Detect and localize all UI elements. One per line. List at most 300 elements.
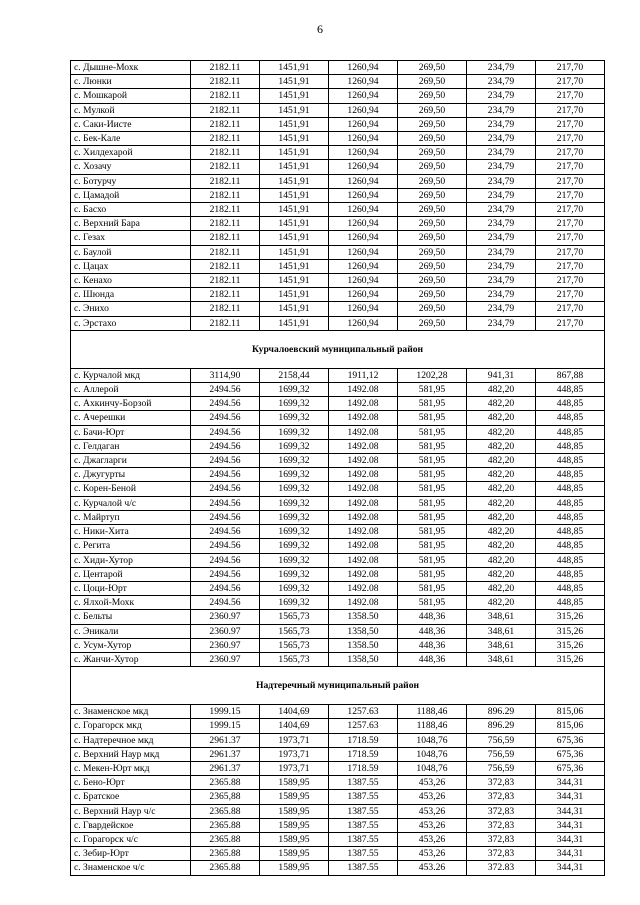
tariff-value-cell: 217,70 (536, 146, 605, 160)
table-row (71, 468, 605, 482)
tariff-value-cell: 1699,32 (260, 496, 329, 510)
tariff-value-cell: 372,83 (467, 832, 536, 846)
tariff-value-cell: 2182.11 (191, 274, 260, 288)
settlement-name-cell: с. Майртуп (71, 510, 191, 524)
tariff-value-cell: 269,50 (398, 103, 467, 117)
tariff-value-cell: 234,79 (467, 288, 536, 302)
tariff-value-cell: 1260,94 (329, 231, 398, 245)
settlement-name-cell: с. Бачи-Юрт (71, 425, 191, 439)
tariff-value-cell: 2182.11 (191, 188, 260, 202)
tariff-value-cell: 234,79 (467, 146, 536, 160)
tariff-value-cell: 815,06 (536, 719, 605, 733)
tariff-value-cell: 1260,94 (329, 316, 398, 330)
table-row (71, 747, 605, 761)
tariff-value-cell: 1451,91 (260, 217, 329, 231)
tariff-value-cell: 675,36 (536, 761, 605, 775)
settlement-name-cell: с. Курчалой мкд (71, 368, 191, 382)
tariff-value-cell: 1260,94 (329, 174, 398, 188)
tariff-value-cell: 448,85 (536, 553, 605, 567)
tariff-value-cell: 1260,94 (329, 203, 398, 217)
settlement-name-cell: с. Шюнда (71, 288, 191, 302)
table-row (71, 638, 605, 652)
tariff-value-cell: 2182.11 (191, 316, 260, 330)
tariff-value-cell: 217,70 (536, 274, 605, 288)
tariff-value-cell: 1387.55 (329, 832, 398, 846)
section-header-row (71, 667, 605, 705)
tariff-value-cell: 448,85 (536, 539, 605, 553)
table-row (71, 316, 605, 330)
tariff-value-cell: 2494.56 (191, 439, 260, 453)
tariff-value-cell: 217,70 (536, 288, 605, 302)
tariff-value-cell: 2182.11 (191, 302, 260, 316)
tariff-value-cell: 269,50 (398, 259, 467, 273)
tariff-value-cell: 269,50 (398, 188, 467, 202)
tariff-value-cell: 2961.37 (191, 733, 260, 747)
tariff-value-cell: 1492.08 (329, 454, 398, 468)
tariff-value-cell: 2182.11 (191, 117, 260, 131)
tariff-value-cell: 448,85 (536, 496, 605, 510)
tariff-value-cell: 448,85 (536, 454, 605, 468)
tariff-value-cell: 3114,90 (191, 368, 260, 382)
settlement-name-cell: с. Гвардейское (71, 818, 191, 832)
table-row (71, 302, 605, 316)
settlement-name-cell: с. Цамадой (71, 188, 191, 202)
tariff-value-cell: 372,83 (467, 847, 536, 861)
settlement-name-cell: с. Саки-Иисте (71, 117, 191, 131)
tariff-value-cell: 2182.11 (191, 259, 260, 273)
tariff-value-cell: 448,85 (536, 525, 605, 539)
tariff-value-cell: 344,31 (536, 790, 605, 804)
table-row (71, 581, 605, 595)
tariff-value-cell: 482,20 (467, 397, 536, 411)
tariff-value-cell: 1699,32 (260, 439, 329, 453)
tariff-value-cell: 1492.08 (329, 411, 398, 425)
tariff-value-cell: 348,61 (467, 624, 536, 638)
tariff-value-cell: 1492.08 (329, 567, 398, 581)
tariff-value-cell: 1565,73 (260, 652, 329, 666)
tariff-value-cell: 1451,91 (260, 146, 329, 160)
tariff-value-cell: 1699,32 (260, 454, 329, 468)
tariff-value-cell: 1260,94 (329, 274, 398, 288)
tariff-value-cell: 2182.11 (191, 231, 260, 245)
settlement-name-cell: с. Гезах (71, 231, 191, 245)
tariff-value-cell: 217,70 (536, 132, 605, 146)
table-row (71, 832, 605, 846)
settlement-name-cell: с. Знаменское мкд (71, 705, 191, 719)
settlement-name-cell: с. Горагорск мкд (71, 719, 191, 733)
tariff-value-cell: 448,85 (536, 411, 605, 425)
tariff-value-cell: 1451,91 (260, 174, 329, 188)
tariff-value-cell: 1999.15 (191, 705, 260, 719)
table-row (71, 397, 605, 411)
tariff-value-cell: 581,95 (398, 496, 467, 510)
tariff-value-cell: 448,36 (398, 638, 467, 652)
settlement-name-cell: с. Бек-Кале (71, 132, 191, 146)
tariff-value-cell: 217,70 (536, 302, 605, 316)
tariff-value-cell: 1699,32 (260, 425, 329, 439)
settlement-name-cell: с. Энихо (71, 302, 191, 316)
tariff-value-cell: 234,79 (467, 259, 536, 273)
tariff-value-cell: 269,50 (398, 302, 467, 316)
settlement-name-cell: с. Баулой (71, 245, 191, 259)
table-row (71, 425, 605, 439)
tariff-value-cell: 234,79 (467, 117, 536, 131)
tariff-value-cell: 1048,76 (398, 733, 467, 747)
settlement-name-cell: с. Ники-Хита (71, 525, 191, 539)
tariff-value-cell: 1260,94 (329, 245, 398, 259)
table-row (71, 596, 605, 610)
tariff-value-cell: 2494.56 (191, 510, 260, 524)
tariff-value-cell: 1451,91 (260, 288, 329, 302)
tariff-value-cell: 1358,50 (329, 624, 398, 638)
tariff-value-cell: 482,20 (467, 425, 536, 439)
tariff-value-cell: 217,70 (536, 203, 605, 217)
tariff-value-cell: 482,20 (467, 482, 536, 496)
table-row (71, 188, 605, 202)
tariff-value-cell: 482,20 (467, 525, 536, 539)
tariff-value-cell: 1699,32 (260, 411, 329, 425)
tariff-value-cell: 2360.97 (191, 638, 260, 652)
tariff-value-cell: 234,79 (467, 188, 536, 202)
table-row (71, 510, 605, 524)
table-row (71, 217, 605, 231)
tariff-value-cell: 217,70 (536, 188, 605, 202)
tariff-value-cell: 482,20 (467, 454, 536, 468)
tariff-value-cell: 372,83 (467, 804, 536, 818)
tariff-value-cell: 1451,91 (260, 89, 329, 103)
settlement-name-cell: с. Мулкой (71, 103, 191, 117)
tariff-value-cell: 234,79 (467, 75, 536, 89)
tariff-value-cell: 2365.88 (191, 832, 260, 846)
tariff-value-cell: 448,85 (536, 425, 605, 439)
tariff-value-cell: 453.26 (398, 861, 467, 875)
tariff-value-cell: 482,20 (467, 496, 536, 510)
tariff-value-cell: 2182.11 (191, 146, 260, 160)
section-header-row (71, 330, 605, 368)
settlement-name-cell: с. Цацах (71, 259, 191, 273)
tariff-value-cell: 1451,91 (260, 160, 329, 174)
tariff-value-cell: 348,61 (467, 610, 536, 624)
table-row (71, 847, 605, 861)
tariff-value-cell: 581,95 (398, 525, 467, 539)
table-row (71, 705, 605, 719)
tariff-value-cell: 269,50 (398, 160, 467, 174)
table-row (71, 245, 605, 259)
tariff-value-cell: 269,50 (398, 146, 467, 160)
tariff-value-cell: 344,31 (536, 818, 605, 832)
tariff-value-cell: 2365.88 (191, 861, 260, 875)
tariff-value-cell: 482,20 (467, 439, 536, 453)
tariff-value-cell: 1589,95 (260, 790, 329, 804)
tariff-value-cell: 269,50 (398, 217, 467, 231)
table-row (71, 132, 605, 146)
tariff-value-cell: 1718.59 (329, 733, 398, 747)
settlement-name-cell: с. Корен-Беной (71, 482, 191, 496)
tariff-value-cell: 217,70 (536, 174, 605, 188)
tariff-value-cell: 1699,32 (260, 596, 329, 610)
tariff-value-cell: 448,85 (536, 567, 605, 581)
tariff-value-cell: 1451,91 (260, 75, 329, 89)
tariff-value-cell: 1260,94 (329, 103, 398, 117)
tariff-value-cell: 1451,91 (260, 188, 329, 202)
tariff-value-cell: 344,31 (536, 804, 605, 818)
tariff-value-cell: 1699,32 (260, 567, 329, 581)
tariff-value-cell: 2494.56 (191, 454, 260, 468)
tariff-value-cell: 1260,94 (329, 132, 398, 146)
tariff-value-cell: 1699,32 (260, 553, 329, 567)
tariff-value-cell: 372,83 (467, 790, 536, 804)
tariff-value-cell: 581,95 (398, 439, 467, 453)
table-row (71, 439, 605, 453)
tariff-value-cell: 448,85 (536, 581, 605, 595)
settlement-name-cell: с. Надтеречное мкд (71, 733, 191, 747)
table-row (71, 790, 605, 804)
tariff-value-cell: 675,36 (536, 733, 605, 747)
tariff-value-cell: 1451,91 (260, 132, 329, 146)
tariff-value-cell: 581,95 (398, 596, 467, 610)
settlement-name-cell: с. Ботурчу (71, 174, 191, 188)
tariff-value-cell: 2182.11 (191, 132, 260, 146)
tariff-value-cell: 453,26 (398, 776, 467, 790)
settlement-name-cell: с. Джагларги (71, 454, 191, 468)
tariff-value-cell: 348,61 (467, 638, 536, 652)
settlement-name-cell: с. Курчалой ч/с (71, 496, 191, 510)
table-row (71, 146, 605, 160)
tariff-value-cell: 756,59 (467, 747, 536, 761)
tariff-value-cell: 1451,91 (260, 302, 329, 316)
tariff-value-cell: 2182.11 (191, 245, 260, 259)
tariff-value-cell: 234,79 (467, 160, 536, 174)
tariff-value-cell: 372,83 (467, 818, 536, 832)
tariff-value-cell: 482,20 (467, 411, 536, 425)
tariff-value-cell: 1589,95 (260, 818, 329, 832)
table-row (71, 231, 605, 245)
tariff-value-cell: 344,31 (536, 832, 605, 846)
tariff-value-cell: 217,70 (536, 217, 605, 231)
tariff-value-cell: 1387.55 (329, 818, 398, 832)
tariff-value-cell: 2182.11 (191, 61, 260, 75)
tariff-value-cell: 1718.59 (329, 747, 398, 761)
settlement-name-cell: с. Зебир-Юрт (71, 847, 191, 861)
tariff-value-cell: 1257.63 (329, 705, 398, 719)
tariff-value-cell: 2360.97 (191, 652, 260, 666)
tariff-value-cell: 217,70 (536, 89, 605, 103)
tariff-value-cell: 234,79 (467, 316, 536, 330)
settlement-name-cell: с. Центарой (71, 567, 191, 581)
tariff-value-cell: 581,95 (398, 539, 467, 553)
tariff-value-cell: 1699,32 (260, 468, 329, 482)
table-row (71, 719, 605, 733)
tariff-value-cell: 269,50 (398, 117, 467, 131)
tariff-value-cell: 1492.08 (329, 581, 398, 595)
tariff-value-cell: 448,85 (536, 596, 605, 610)
tariff-value-cell: 1699,32 (260, 482, 329, 496)
tariff-value-cell: 482,20 (467, 539, 536, 553)
tariff-value-cell: 2494.56 (191, 525, 260, 539)
tariff-value-cell: 482,20 (467, 510, 536, 524)
tariff-value-cell: 581,95 (398, 454, 467, 468)
tariff-value-cell: 1451,91 (260, 103, 329, 117)
tariff-value-cell: 2182.11 (191, 217, 260, 231)
tariff-value-cell: 269,50 (398, 174, 467, 188)
tariff-value-cell: 941,31 (467, 368, 536, 382)
tariff-value-cell: 2494.56 (191, 581, 260, 595)
table-row (71, 61, 605, 75)
tariff-value-cell: 1451,91 (260, 231, 329, 245)
tariff-value-cell: 756,59 (467, 733, 536, 747)
tariff-value-cell: 1387.55 (329, 790, 398, 804)
tariff-value-cell: 453,26 (398, 818, 467, 832)
table-row (71, 553, 605, 567)
tariff-table-body (71, 61, 605, 876)
table-row (71, 761, 605, 775)
tariff-value-cell: 269,50 (398, 61, 467, 75)
settlement-name-cell: с. Верхний Наур ч/с (71, 804, 191, 818)
tariff-value-cell: 348,61 (467, 652, 536, 666)
tariff-value-cell: 1260,94 (329, 160, 398, 174)
settlement-name-cell: с. Ачерешки (71, 411, 191, 425)
tariff-value-cell: 2365.88 (191, 804, 260, 818)
table-row (71, 411, 605, 425)
tariff-value-cell: 234,79 (467, 103, 536, 117)
settlement-name-cell: с. Верхний Бара (71, 217, 191, 231)
tariff-value-cell: 448,85 (536, 482, 605, 496)
settlement-name-cell: с. Мошкарой (71, 89, 191, 103)
tariff-value-cell: 269,50 (398, 203, 467, 217)
tariff-value-cell: 1492.08 (329, 553, 398, 567)
tariff-value-cell: 269,50 (398, 75, 467, 89)
tariff-value-cell: 1492.08 (329, 539, 398, 553)
tariff-value-cell: 1973,71 (260, 747, 329, 761)
tariff-value-cell: 482,20 (467, 468, 536, 482)
table-row (71, 567, 605, 581)
tariff-value-cell: 581,95 (398, 397, 467, 411)
tariff-value-cell: 234,79 (467, 302, 536, 316)
tariff-value-cell: 217,70 (536, 245, 605, 259)
table-row (71, 117, 605, 131)
tariff-value-cell: 1260,94 (329, 288, 398, 302)
table-row (71, 482, 605, 496)
table-row (71, 103, 605, 117)
tariff-value-cell: 1492.08 (329, 397, 398, 411)
tariff-value-cell: 1589,95 (260, 832, 329, 846)
tariff-value-cell: 372,83 (467, 776, 536, 790)
table-row (71, 368, 605, 382)
tariff-value-cell: 675,36 (536, 747, 605, 761)
tariff-value-cell: 2494.56 (191, 553, 260, 567)
tariff-value-cell: 1451,91 (260, 117, 329, 131)
tariff-value-cell: 1260,94 (329, 61, 398, 75)
tariff-value-cell: 1260,94 (329, 217, 398, 231)
section-title: Надтеречный муниципальный район (71, 667, 605, 705)
tariff-value-cell: 1387.55 (329, 861, 398, 875)
settlement-name-cell: с. Мекен-Юрт мкд (71, 761, 191, 775)
tariff-value-cell: 1260,94 (329, 75, 398, 89)
tariff-value-cell: 2182.11 (191, 174, 260, 188)
tariff-value-cell: 269,50 (398, 288, 467, 302)
table-row (71, 861, 605, 875)
tariff-value-cell: 448,36 (398, 610, 467, 624)
tariff-value-cell: 448,36 (398, 624, 467, 638)
tariff-value-cell: 1492.08 (329, 482, 398, 496)
tariff-value-cell: 344,31 (536, 776, 605, 790)
settlement-name-cell: с. Люнки (71, 75, 191, 89)
tariff-value-cell: 1565,73 (260, 610, 329, 624)
tariff-value-cell: 453,26 (398, 804, 467, 818)
tariff-value-cell: 2360.97 (191, 610, 260, 624)
tariff-value-cell: 234,79 (467, 132, 536, 146)
tariff-value-cell: 581,95 (398, 510, 467, 524)
tariff-value-cell: 2494.56 (191, 496, 260, 510)
table-row (71, 624, 605, 638)
tariff-value-cell: 2365.88 (191, 776, 260, 790)
tariff-value-cell: 1589,95 (260, 861, 329, 875)
tariff-value-cell: 1589,95 (260, 776, 329, 790)
settlement-name-cell: с. Хозачу (71, 160, 191, 174)
tariff-value-cell: 1999.15 (191, 719, 260, 733)
tariff-value-cell: 2365.88 (191, 847, 260, 861)
table-row (71, 160, 605, 174)
tariff-value-cell: 2961.37 (191, 761, 260, 775)
tariff-value-cell: 372.83 (467, 861, 536, 875)
tariff-value-cell: 217,70 (536, 75, 605, 89)
tariff-value-cell: 2494.56 (191, 383, 260, 397)
tariff-value-cell: 482,20 (467, 567, 536, 581)
settlement-name-cell: с. Джугурты (71, 468, 191, 482)
tariff-value-cell: 1699,32 (260, 510, 329, 524)
tariff-value-cell: 234,79 (467, 203, 536, 217)
tariff-value-cell: 1718.59 (329, 761, 398, 775)
settlement-name-cell: с. Кенахо (71, 274, 191, 288)
tariff-value-cell: 1260,94 (329, 302, 398, 316)
tariff-value-cell: 482,20 (467, 553, 536, 567)
settlement-name-cell: с. Цоци-Юрт (71, 581, 191, 595)
tariff-value-cell: 1387.55 (329, 804, 398, 818)
tariff-value-cell: 344,31 (536, 847, 605, 861)
tariff-value-cell: 2365,88 (191, 790, 260, 804)
table-row (71, 75, 605, 89)
table-row (71, 174, 605, 188)
tariff-value-cell: 2494.56 (191, 596, 260, 610)
tariff-value-cell: 2182.11 (191, 160, 260, 174)
table-row (71, 274, 605, 288)
tariff-value-cell: 269,50 (398, 89, 467, 103)
tariff-value-cell: 1404,69 (260, 719, 329, 733)
tariff-value-cell: 1257.63 (329, 719, 398, 733)
tariff-value-cell: 269,50 (398, 132, 467, 146)
tariff-value-cell: 2494.56 (191, 482, 260, 496)
tariff-value-cell: 2360.97 (191, 624, 260, 638)
tariff-value-cell: 269,50 (398, 231, 467, 245)
tariff-value-cell: 217,70 (536, 103, 605, 117)
tariff-value-cell: 234,79 (467, 174, 536, 188)
tariff-value-cell: 1260,94 (329, 117, 398, 131)
table-row (71, 288, 605, 302)
tariff-value-cell: 581,95 (398, 581, 467, 595)
page-number: 6 (317, 22, 323, 36)
tariff-value-cell: 448,85 (536, 383, 605, 397)
tariff-value-cell: 896.29 (467, 719, 536, 733)
table-row (71, 776, 605, 790)
tariff-value-cell: 315,26 (536, 624, 605, 638)
table-row (71, 652, 605, 666)
tariff-value-cell: 217,70 (536, 259, 605, 273)
tariff-value-cell: 1202,28 (398, 368, 467, 382)
tariff-value-cell: 217,70 (536, 231, 605, 245)
tariff-value-cell: 1188,46 (398, 705, 467, 719)
table-row (71, 383, 605, 397)
tariff-value-cell: 2494.56 (191, 425, 260, 439)
